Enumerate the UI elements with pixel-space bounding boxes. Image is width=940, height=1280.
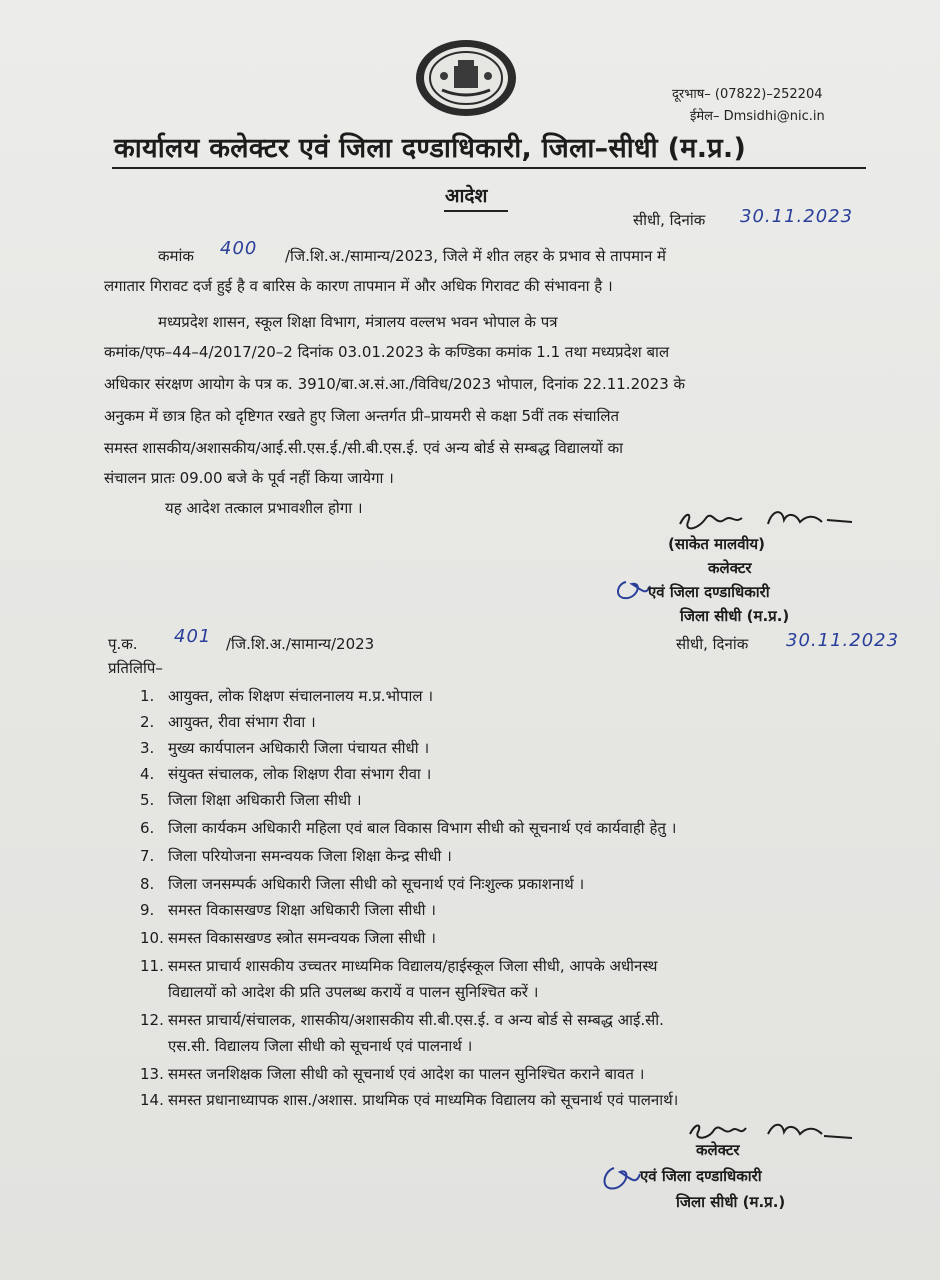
email-address: ईमेल– Dmsidhi@nic.in	[690, 109, 825, 124]
list-item: 1. आयुक्त, लोक शिक्षण संचालनालय म.प्र.भोपाल ।	[140, 687, 434, 705]
copy-to-label: प्रतिलिपि–	[108, 659, 163, 677]
signature-date: 30.11.2023	[786, 630, 900, 651]
title-underline	[112, 167, 866, 169]
signatory-designation-2: एवं जिला दण्डाधिकारी	[648, 583, 770, 601]
order-line: मध्यप्रदेश शासन, स्कूल शिक्षा विभाग, मंत्रालय वल्लभ भवन भोपाल के पत्र	[158, 313, 558, 331]
signatory-district: जिला सीधी (म.प्र.)	[676, 1193, 786, 1211]
signatory-designation: कलेक्टर	[696, 1141, 740, 1159]
order-line: संचालन प्रातः 09.00 बजे के पूर्व नहीं किया जायेगा ।	[104, 469, 394, 487]
endorsement-prefix: पृ.क.	[108, 635, 138, 653]
list-item: 14. समस्त प्रधानाध्यापक शास./अशास. प्राथमिक एवं माध्यमिक विद्यालय को सूचनार्थ एवं पालनार्थ।	[140, 1091, 679, 1109]
list-item: 13. समस्त जनशिक्षक जिला सीधी को सूचनार्थ एवं आदेश का पालन सुनिश्चित कराने बावत ।	[140, 1065, 645, 1083]
signatory-name: (साकेत मालवीय)	[668, 535, 765, 553]
list-item: 10. समस्त विकासखण्ड स्त्रोत समन्वयक जिला सीधी ।	[140, 929, 436, 947]
list-item: 3. मुख्य कार्यपालन अधिकारी जिला पंचायत सीधी ।	[140, 739, 430, 757]
list-item: 5. जिला शिक्षा अधिकारी जिला सीधी ।	[140, 791, 362, 809]
signatory-designation: कलेक्टर	[708, 559, 752, 577]
signature-image	[672, 502, 862, 536]
order-line: अनुकम में छात्र हित को दृष्टिगत रखते हुए जिला अन्तर्गत प्री–प्रायमरी से कक्षा 5वीं तक संचालित	[104, 407, 620, 425]
order-effect-line: यह आदेश तत्काल प्रभावशील होगा ।	[165, 499, 363, 517]
list-item: 9. समस्त विकासखण्ड शिक्षा अधिकारी जिला सीधी ।	[140, 901, 436, 919]
initials-mark	[612, 576, 652, 606]
government-seal-icon	[414, 38, 518, 118]
list-item: 8. जिला जनसम्पर्क अधिकारी जिला सीधी को सूचनार्थ एवं निःशुल्क प्रकाशनार्थ ।	[140, 875, 585, 893]
document-heading: आदेश	[445, 185, 488, 207]
order-number-prefix: कमांक	[158, 247, 194, 265]
phone-number: दूरभाष– (07822)–252204	[672, 87, 823, 102]
order-line: अधिकार संरक्षण आयोग के पत्र क. 3910/बा.अ.सं.आ./विविध/2023 भोपाल, दिनांक 22.11.2023 के	[104, 375, 686, 393]
order-number: 400	[220, 238, 258, 259]
signatory-district: जिला सीधी (म.प्र.)	[680, 607, 790, 625]
endorsement-number: 401	[174, 626, 212, 647]
list-item-continuation: विद्यालयों को आदेश की प्रति उपलब्ध करायें व पालन सुनिश्चित करें ।	[168, 983, 539, 1001]
list-item-continuation: एस.सी. विद्यालय जिला सीधी को सूचनार्थ एवं पालनार्थ ।	[168, 1037, 473, 1055]
signatory-designation-2: एवं जिला दण्डाधिकारी	[640, 1167, 762, 1185]
list-item: 12. समस्त प्राचार्य/संचालक, शासकीय/अशासकीय सी.बी.एस.ई. व अन्य बोर्ड से सम्बद्ध आई.सी.	[140, 1011, 664, 1029]
list-item: 11. समस्त प्राचार्य शासकीय उच्चतर माध्यमिक विद्यालय/हाईस्कूल जिला सीधी, आपके अधीनस्थ	[140, 957, 658, 975]
initials-mark	[598, 1162, 642, 1198]
list-item: 6. जिला कार्यकम अधिकारी महिला एवं बाल विकास विभाग सीधी को सूचनार्थ एवं कार्यवाही हेतु ।	[140, 819, 677, 837]
order-date: 30.11.2023	[740, 206, 854, 227]
heading-underline	[444, 210, 508, 212]
place-date-label: सीधी, दिनांक	[676, 635, 749, 653]
list-item: 7. जिला परियोजना समन्वयक जिला शिक्षा केन्द्र सीधी ।	[140, 847, 452, 865]
endorsement-ref: /जि.शि.अ./सामान्य/2023	[226, 635, 375, 653]
place-date-label: सीधी, दिनांक	[633, 211, 706, 229]
order-line: समस्त शासकीय/अशासकीय/आई.सी.एस.ई./सी.बी.एस.ई. एवं अन्य बोर्ड से सम्बद्ध विद्यालयों का	[104, 439, 623, 457]
order-line: कमांक/एफ–44–4/2017/20–2 दिनांक 03.01.2023 के कण्डिका कमांक 1.1 तथा मध्यप्रदेश बाल	[104, 343, 670, 361]
order-line: /जि.शि.अ./सामान्य/2023, जिले में शीत लहर के प्रभाव से तापमान में	[285, 247, 667, 265]
order-line: लगातार गिरावट दर्ज हुई है व बारिस के कारण तापमान में और अधिक गिरावट की संभावना है ।	[104, 277, 613, 295]
list-item: 4. संयुक्त संचालक, लोक शिक्षण रीवा संभाग रीवा ।	[140, 765, 432, 783]
list-item: 2. आयुक्त, रीवा संभाग रीवा ।	[140, 713, 316, 731]
office-title: कार्यालय कलेक्टर एवं जिला दण्डाधिकारी, जिला–सीधी (म.प्र.)	[114, 133, 747, 164]
